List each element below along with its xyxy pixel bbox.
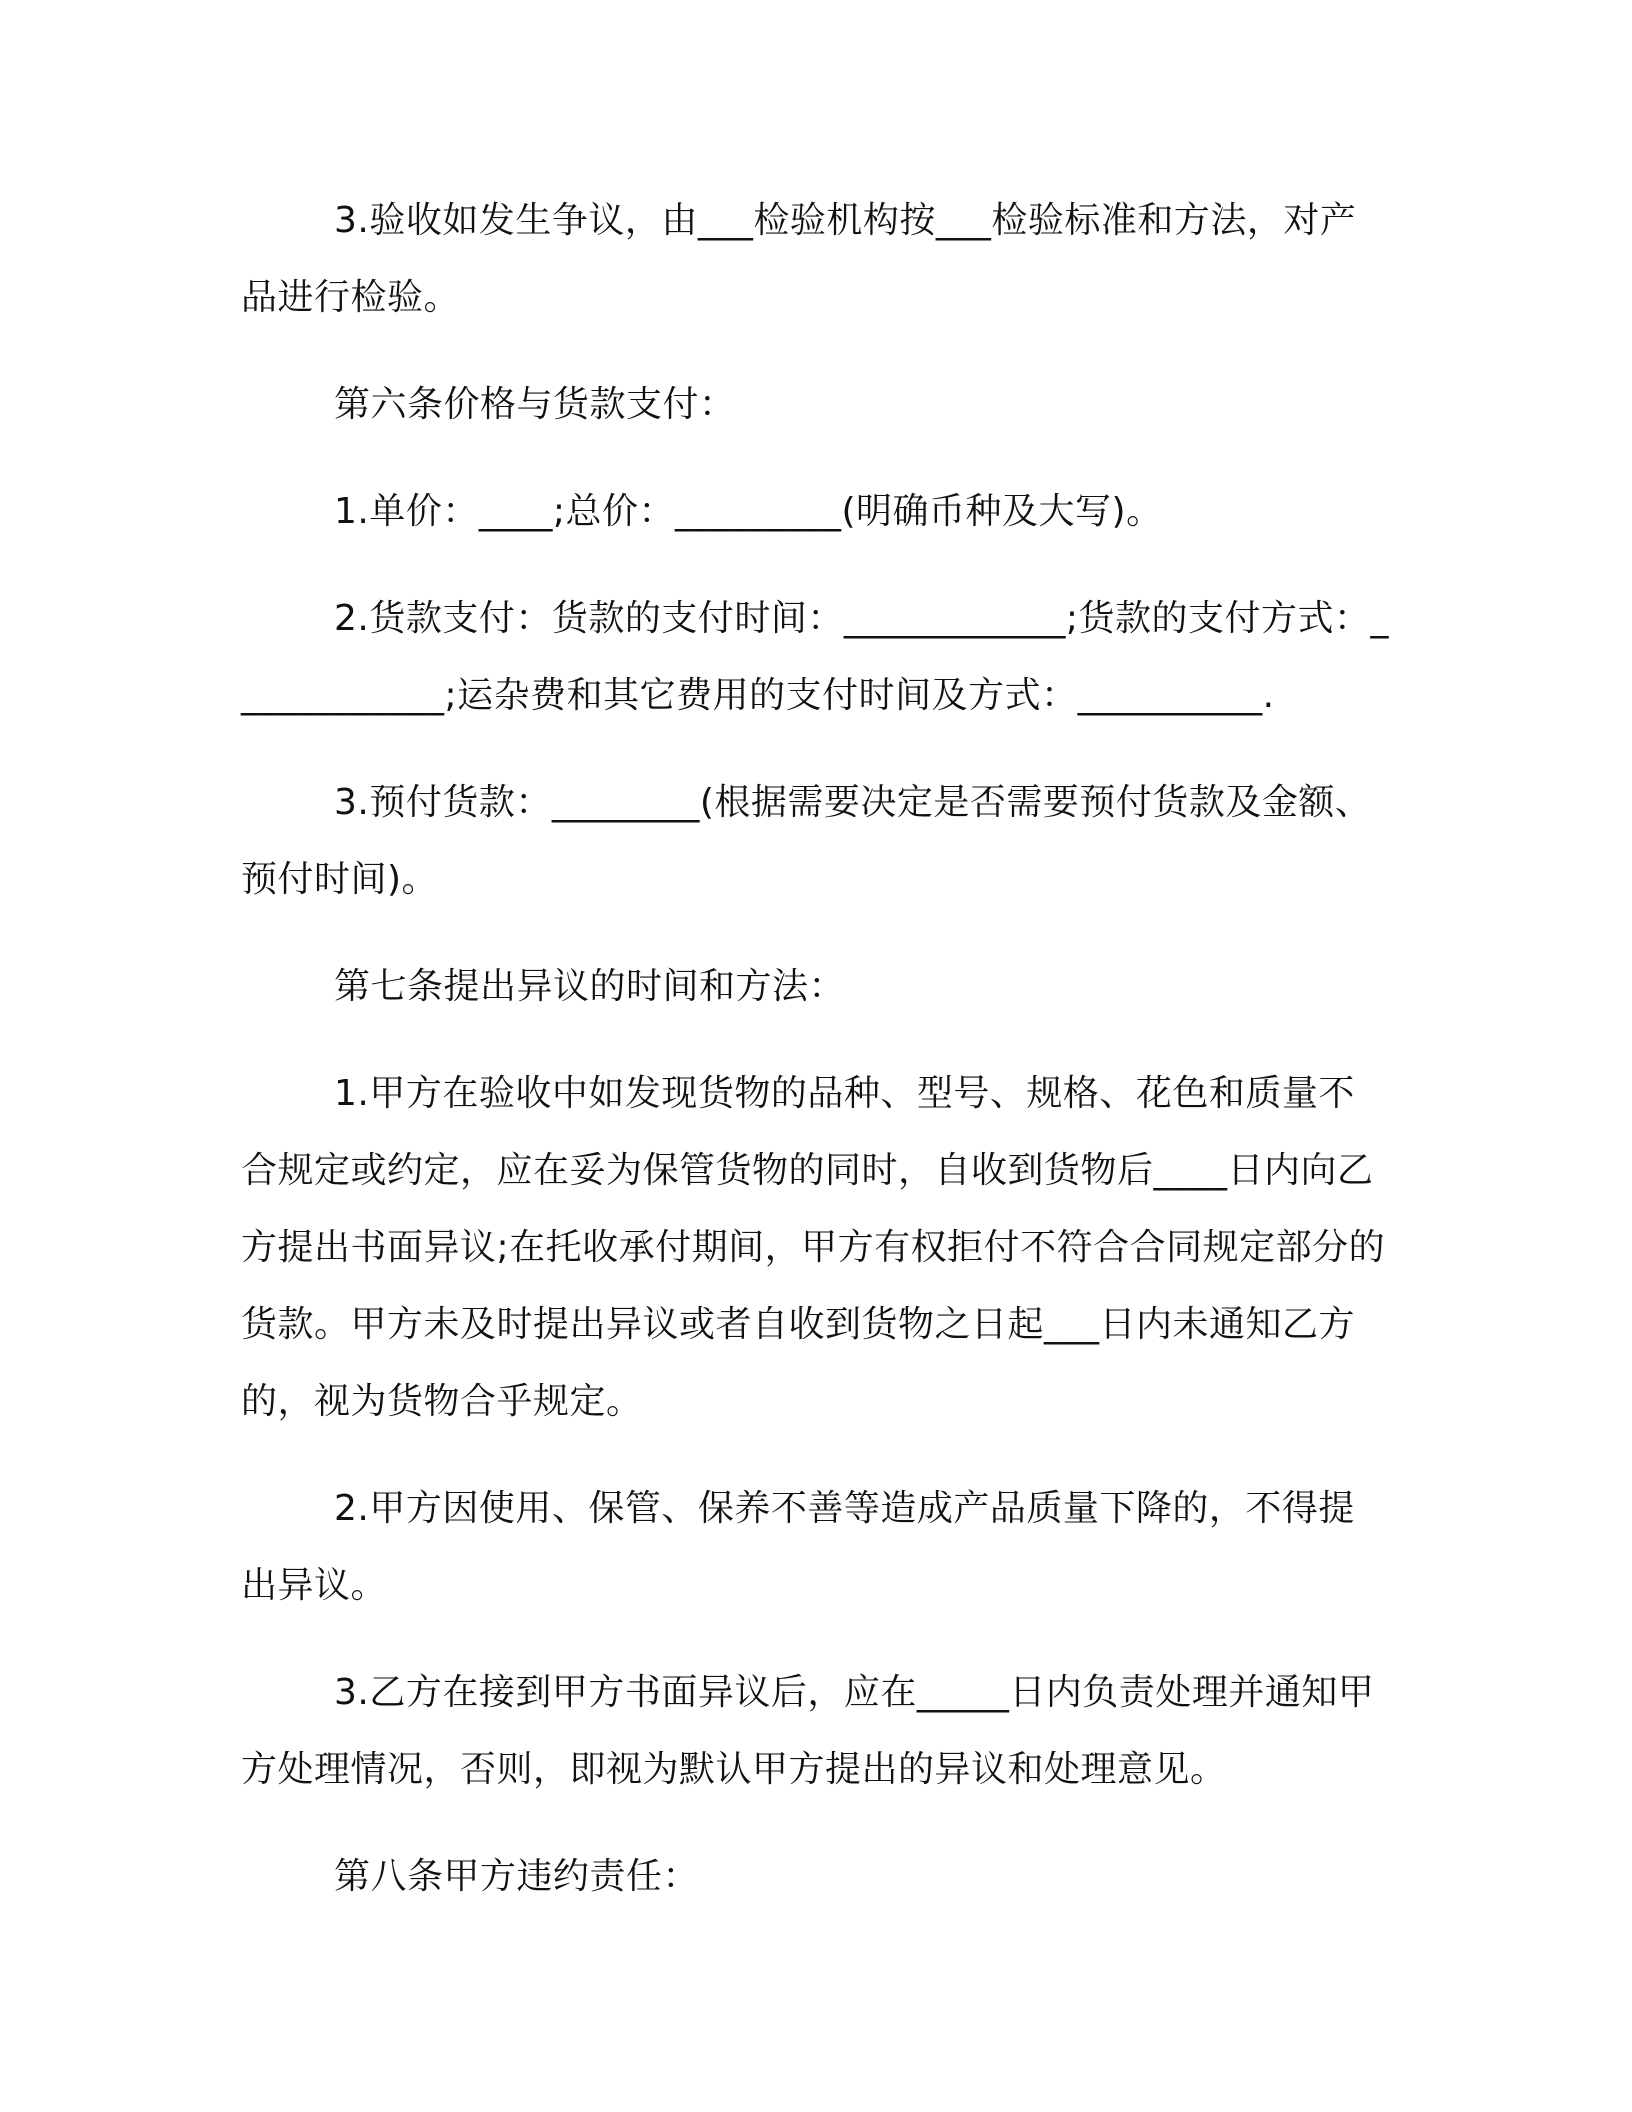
- article-8-heading: 第八条甲方违约责任：: [334, 1856, 700, 1897]
- clause-5-item-3-paragraph: 3.验收如发生争议，由___检验机构按___检验标准和方法，对产品进行检验。: [241, 200, 1357, 318]
- clause-6-item-3-paragraph: 3.预付货款：________(根据需要决定是否需要预付货款及金额、预付时间)。: [241, 782, 1372, 900]
- article-7-heading: 第七条提出异议的时间和方法：: [334, 966, 846, 1007]
- clause-7-item-2-paragraph: 2.甲方因使用、保管、保养不善等造成产品质量下降的，不得提出异议。: [241, 1488, 1355, 1606]
- clause-6-item-2-paragraph: 2.货款支付：货款的支付时间：____________;货款的支付方式：____________;运杂费和其它费用的支付时间及方式：__________.: [241, 598, 1389, 716]
- clause-7-item-3-paragraph: 3.乙方在接到甲方书面异议后，应在_____日内负责处理并通知甲方处理情况，否则，即视为默认甲方提出的异议和处理意见。: [241, 1672, 1375, 1790]
- clause-7-item-1-paragraph: 1.甲方在验收中如发现货物的品种、型号、规格、花色和质量不合规定或约定，应在妥为保管货物的同时，自收到货物后____日内向乙方提出书面异议;在托收承付期间，甲方有权拒付不符合合同规定部分的货款。甲方未及时提出异议或者自收到货物之日起___日内未通知乙方的，视为货物合乎规定。: [241, 1073, 1386, 1422]
- article-6-heading: 第六条价格与货款支付：: [334, 384, 736, 425]
- clause-6-item-1-paragraph: 1.单价：____;总价：_________(明确币种及大写)。: [334, 491, 1163, 532]
- document-body: [241, 182, 1391, 1945]
